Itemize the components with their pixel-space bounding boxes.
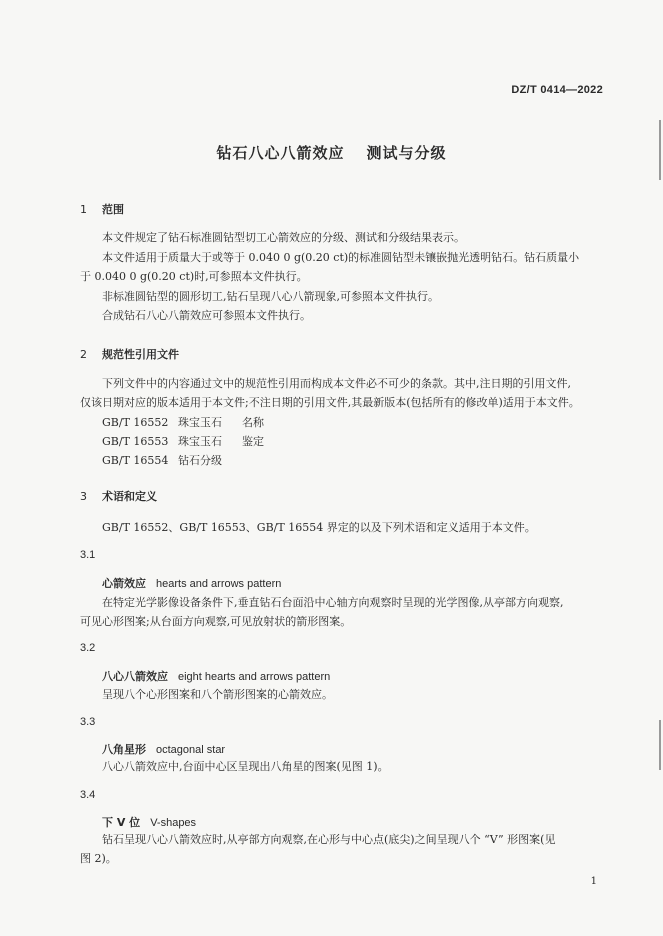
term-number: 3.3 [80,716,96,728]
term-definition: 在特定光学影像设备条件下,垂直钻石台面沿中心轴方向观察时呈现的光学图像,从亭部方向观察, [102,596,564,609]
term-definition-cont: 图 2)。 [80,852,117,865]
page-title [0,142,663,163]
scan-edge-mark [659,120,661,180]
term-definition: 八心八箭效应中,台面中心区呈现出八角星的图案(见图 1)。 [102,760,389,773]
term-heading: 下 V 位 V-shapes [102,816,197,829]
term-heading: 八角星形 octagonal star [102,743,226,756]
page-number: 1 [590,876,597,887]
reference-item: GB/T 16552 珠宝玉石 名称 [102,416,264,429]
reference-item: GB/T 16554 钻石分级 [102,454,222,467]
scan-edge-mark [659,720,661,770]
term-definition: 钻石呈现八心八箭效应时,从亭部方向观察,在心形与中心点(底尖)之间呈现八个 “V” 形图案(见 [102,833,556,846]
term-heading: 心箭效应 hearts and arrows pattern [102,577,282,590]
term-number: 3.4 [80,789,96,801]
section-2-para-1-cont: 仅该日期对应的版本适用于本文件;不注日期的引用文件,其最新版本(包括所有的修改单)适用于本文件。 [80,396,580,409]
section-2-heading: 2 规范性引用文件 [80,348,179,361]
term-heading: 八心八箭效应 eight hearts and arrows pattern [102,670,331,683]
section-1-para-1: 本文件规定了钻石标准圆钻型切工心箭效应的分级、测试和分级结果表示。 [102,231,465,244]
section-1-para-3: 非标准圆钻型的圆形切工,钻石呈现八心八箭现象,可参照本文件执行。 [102,290,439,303]
section-3-heading: 3 术语和定义 [80,490,157,503]
section-2-para-1: 下列文件中的内容通过文中的规范性引用而构成本文件必不可少的条款。其中,注日期的引用文件, [102,377,571,390]
term-number: 3.1 [80,549,96,561]
term-number: 3.2 [80,642,96,654]
title-sub: 测试与分级 [366,144,447,162]
reference-item: GB/T 16553 珠宝玉石 鉴定 [102,435,264,448]
title-main: 钻石八心八箭效应 [216,144,345,162]
section-1-para-2-cont: 于 0.040 0 g(0.20 ct)时,可参照本文件执行。 [80,270,308,283]
section-1-heading: 1 范围 [80,203,124,216]
section-1-para-2: 本文件适用于质量大于或等于 0.040 0 g(0.20 ct)的标准圆钻型未镶嵌抛光透明钻石。钻石质量小 [102,251,580,264]
standard-code: DZ/T 0414—2022 [511,84,603,96]
section-3-intro: GB/T 16552、GB/T 16553、GB/T 16554 界定的以及下列术语和定义适用于本文件。 [102,521,536,534]
term-definition: 呈现八个心形图案和八个箭形图案的心箭效应。 [102,688,333,701]
term-definition-cont: 可见心形图案;从台面方向观察,可见放射状的箭形图案。 [80,615,352,628]
section-1-para-4: 合成钻石八心八箭效应可参照本文件执行。 [102,309,311,322]
